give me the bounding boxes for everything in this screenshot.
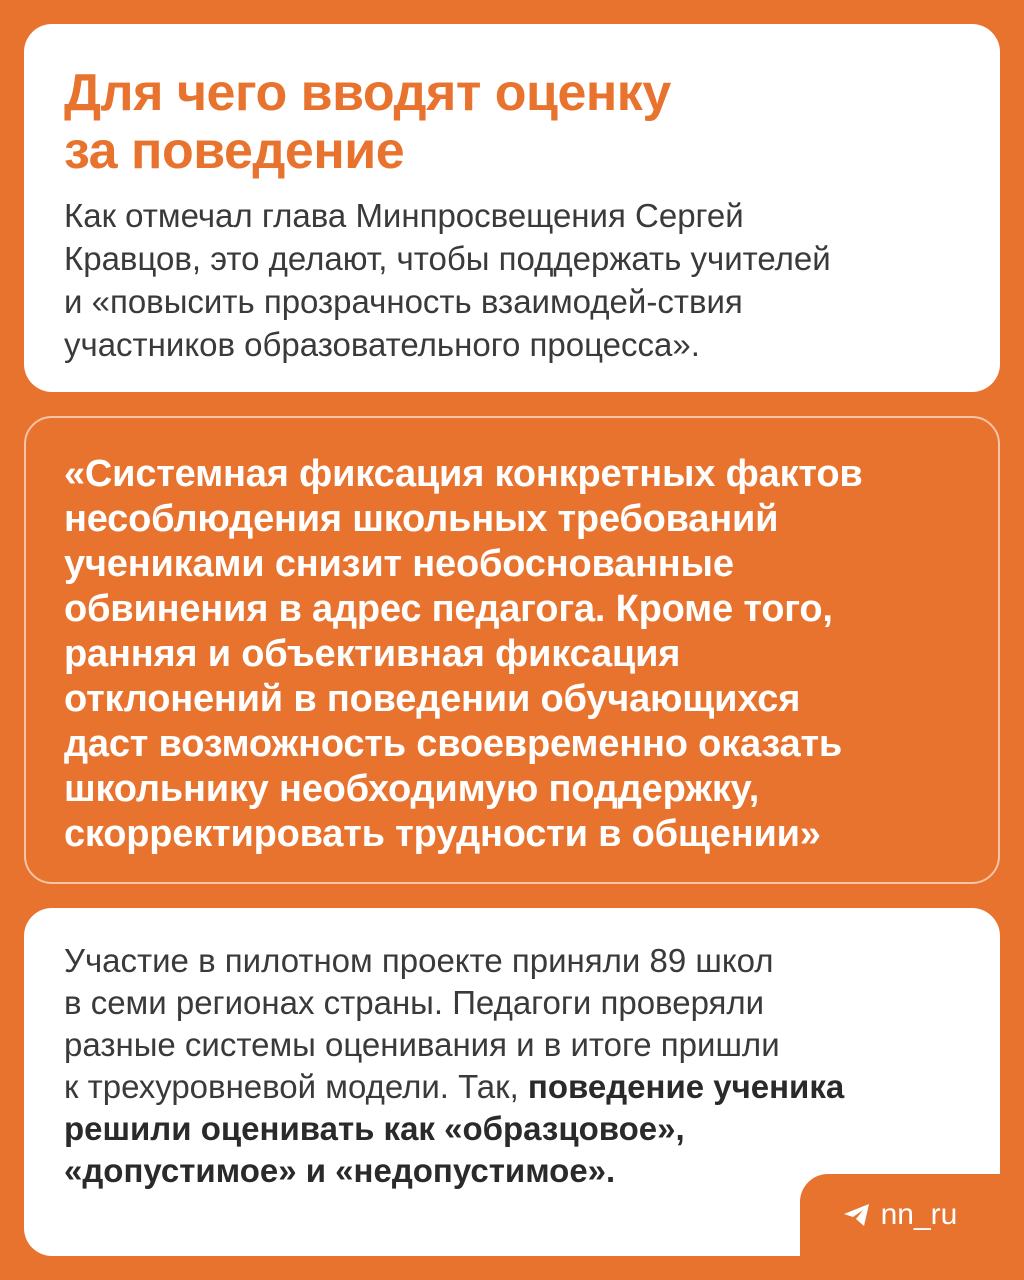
lead-paragraph: [64, 194, 960, 366]
intro-card: [24, 24, 1000, 392]
body-line: в семи регионах страны. Педагоги проверяли: [64, 984, 765, 1021]
quote-line: несоблюдения школьных требований: [64, 498, 779, 540]
quote-line: ранняя и объективная фиксация: [64, 633, 681, 675]
telegram-icon: [843, 1203, 871, 1227]
channel-handle: nn_ru: [880, 1198, 958, 1231]
lead-line: и «повысить прозрачность взаимодей-ствия: [64, 283, 743, 320]
lead-line: Как отмечал глава Минпросвещения Сергей: [64, 197, 744, 234]
quote-line: «Системная фиксация конкретных фактов: [64, 453, 863, 495]
page-title: [64, 64, 960, 180]
quote-line: даст возможность своевременно оказать: [64, 723, 843, 765]
body-highlight: «допустимое» и «недопустимое».: [64, 1152, 616, 1189]
body-highlight: поведение ученика: [527, 1068, 845, 1105]
lead-line: участников образовательного процесса».: [64, 326, 700, 363]
telegram-channel-badge[interactable]: [800, 1174, 1000, 1256]
quote-line: школьнику необходимую поддержку,: [64, 768, 760, 810]
title-line-2: за поведение: [64, 122, 405, 180]
body-line: разные системы оценивания и в итоге пришли: [64, 1026, 780, 1063]
body-line: к трехуровневой модели. Так,: [64, 1068, 528, 1105]
title-line-1: Для чего вводят оценку: [64, 64, 671, 122]
quote-text: [64, 452, 960, 857]
quote-line: учениками снизит необоснованные: [64, 543, 734, 585]
body-line: Участие в пилотном проекте приняли 89 школ: [64, 942, 774, 979]
lead-line: Кравцов, это делают, чтобы поддержать учителей: [64, 240, 831, 277]
quote-card: [24, 416, 1000, 884]
quote-line: обвинения в адрес педагога. Кроме того,: [64, 588, 833, 630]
body-highlight: решили оценивать как «образцовое»,: [64, 1110, 685, 1147]
quote-line: скорректировать трудности в общении»: [64, 813, 821, 855]
body-paragraph: [64, 940, 960, 1192]
quote-line: отклонений в поведении обучающихся: [64, 678, 801, 720]
